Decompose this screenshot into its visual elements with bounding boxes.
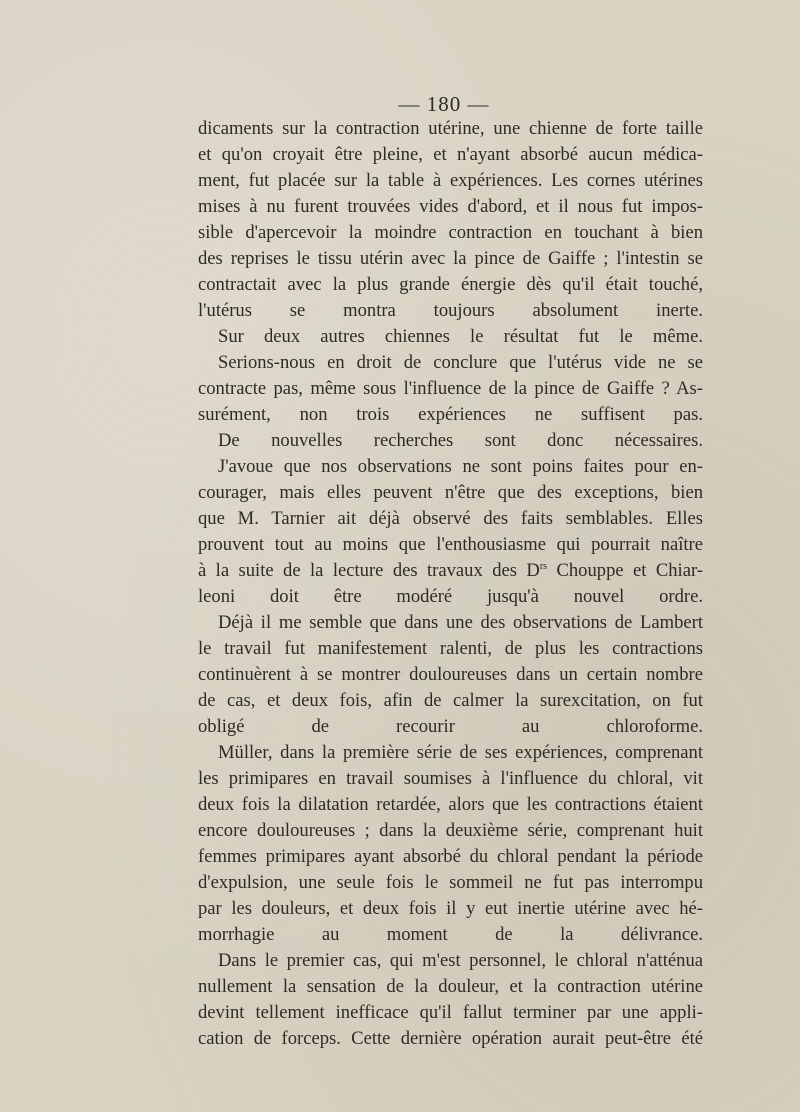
text-line: les primipares en travail soumises à l'influence du chloral, vit	[198, 768, 703, 789]
paragraph	[198, 740, 703, 948]
text-line: femmes primipares ayant absorbé du chloral pendant la période	[198, 846, 703, 867]
text-line: l'utérus se montra toujours absolument inerte.	[198, 300, 703, 321]
text-segment: Chouppe et Chiar-	[547, 560, 703, 581]
text-line: leoni doit être modéré jusqu'à nouvel ordre.	[198, 586, 703, 607]
paragraph	[198, 428, 703, 454]
text-line: contractait avec la plus grande énergie dès qu'il était touché,	[198, 274, 703, 295]
text-line: devint tellement inefficace qu'il fallut terminer par une appli-	[198, 1002, 703, 1023]
text-line: sible d'apercevoir la moindre contraction en touchant à bien	[198, 222, 703, 243]
paragraph	[198, 350, 703, 428]
text-line: cation de forceps. Cette dernière opération aurait peut-être été	[198, 1028, 703, 1049]
paragraph	[198, 948, 703, 1052]
text-line: dicaments sur la contraction utérine, une chienne de forte taille	[198, 118, 703, 139]
text-line: morrhagie au moment de la délivrance.	[198, 924, 703, 945]
text-line: le travail fut manifestement ralenti, de plus les contractions	[198, 638, 703, 659]
text-line: d'expulsion, une seule fois le sommeil ne fut pas interrompu	[198, 872, 703, 893]
text-line: obligé de recourir au chloroforme.	[198, 716, 703, 737]
paragraph	[198, 610, 703, 740]
text-line: des reprises le tissu utérin avec la pince de Gaiffe ; l'intestin se	[198, 248, 703, 269]
text-line: courager, mais elles peuvent n'être que des exceptions, bien	[198, 482, 703, 503]
text-line: par les douleurs, et deux fois il y eut inertie utérine avec hé-	[198, 898, 703, 919]
paragraph	[198, 116, 703, 324]
text-line: deux fois la dilatation retardée, alors que les contractions étaient	[198, 794, 703, 815]
text-line: et qu'on croyait être pleine, et n'ayant absorbé aucun médica-	[198, 144, 703, 165]
text-line: Müller, dans la première série de ses expériences, comprenant	[218, 742, 703, 763]
text-line: contracte pas, même sous l'influence de la pince de Gaiffe ? As-	[198, 378, 703, 399]
text-line: surément, non trois expériences ne suffisent pas.	[198, 404, 703, 425]
text-line: J'avoue que nos observations ne sont poins faites pour en-	[218, 456, 703, 477]
text-line: ment, fut placée sur la table à expériences. Les cornes utérines	[198, 170, 703, 191]
text-line: Déjà il me semble que dans une des observations de Lambert	[218, 612, 703, 633]
page-number: — 180 —	[398, 92, 490, 116]
text-line: que M. Tarnier ait déjà observé des faits semblables. Elles	[198, 508, 703, 529]
superscript: rs	[539, 561, 548, 572]
text-line: de cas, et deux fois, afin de calmer la surexcitation, on fut	[198, 690, 703, 711]
text-segment: à la suite de la lecture des travaux des D	[198, 560, 540, 581]
text-line: Serions-nous en droit de conclure que l'utérus vide ne se	[218, 352, 703, 373]
text-line: Sur deux autres chiennes le résultat fut le même.	[218, 326, 703, 347]
text-line: De nouvelles recherches sont donc nécessaires.	[218, 430, 703, 451]
text-line: nullement la sensation de la douleur, et la contraction utérine	[198, 976, 703, 997]
body-text	[198, 116, 703, 1052]
text-line: continuèrent à se montrer douloureuses dans un certain nombre	[198, 664, 703, 685]
text-line	[198, 558, 703, 584]
text-line: mises à nu furent trouvées vides d'abord, et il nous fut impos-	[198, 196, 703, 217]
text-line: Dans le premier cas, qui m'est personnel, le chloral n'atténua	[218, 950, 703, 971]
text-line: prouvent tout au moins que l'enthousiasme qui pourrait naître	[198, 534, 703, 555]
text-line: encore douloureuses ; dans la deuxième série, comprenant huit	[198, 820, 703, 841]
paragraph	[198, 324, 703, 350]
paragraph	[198, 454, 703, 610]
